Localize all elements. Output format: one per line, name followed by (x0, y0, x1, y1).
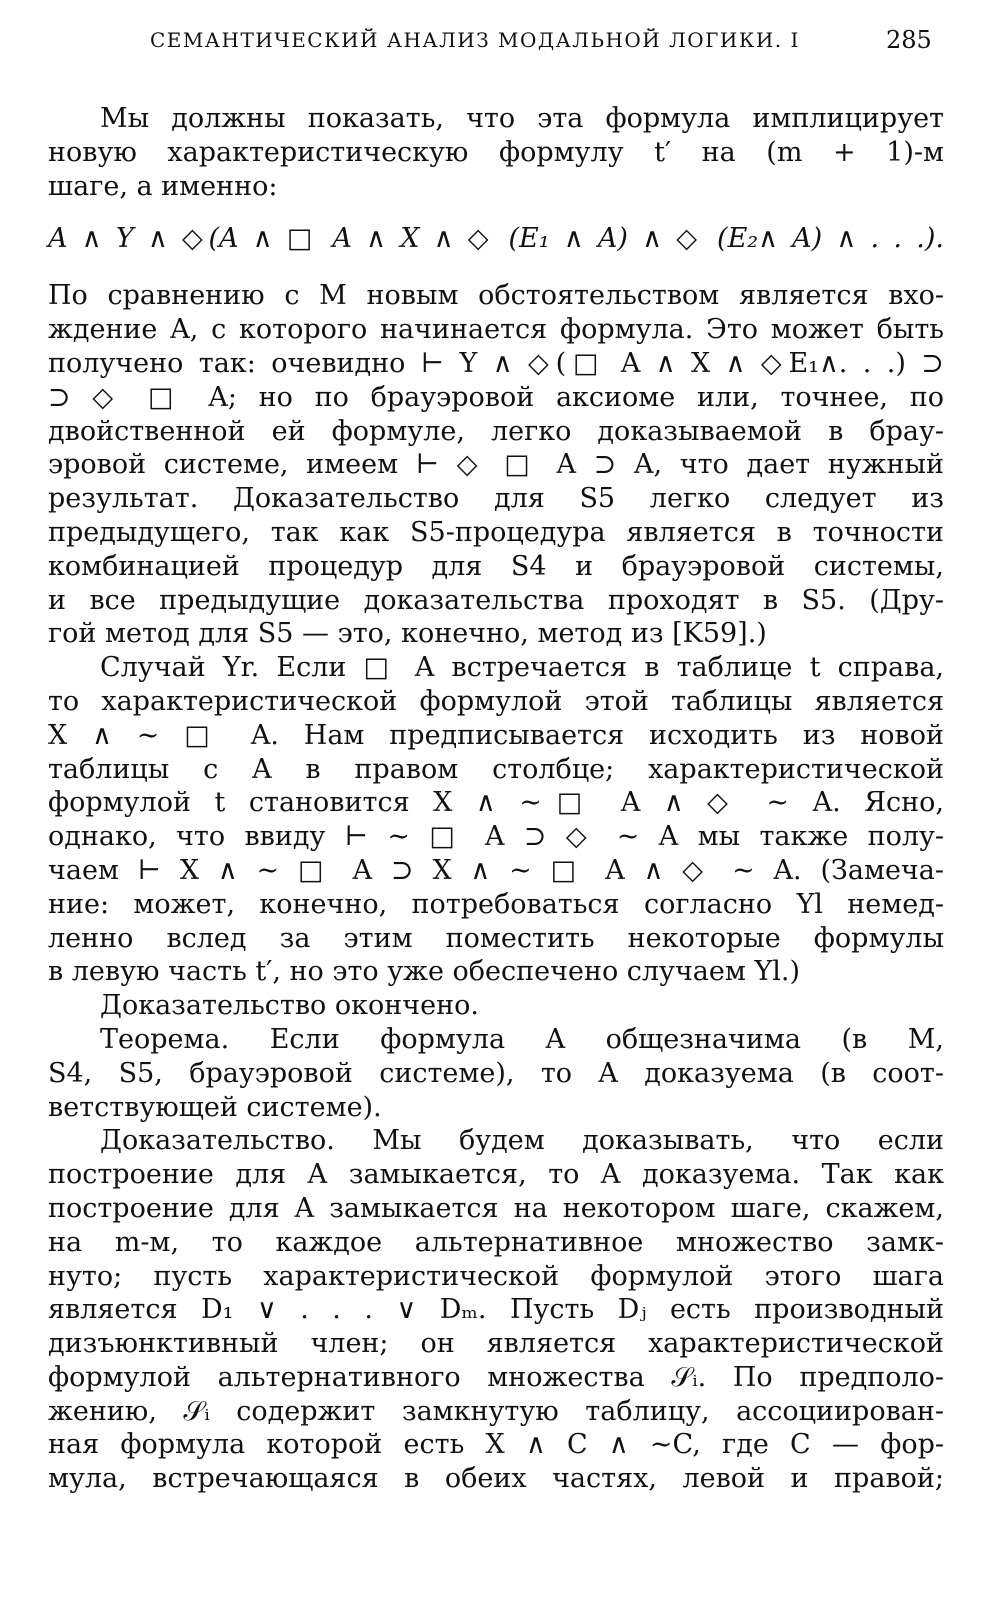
text-line: мула, встречающаяся в обеих частях, левой и правой; (48, 1463, 944, 1495)
text-line: Случай Yr. Если □ A встречается в таблице t справа, (100, 652, 944, 684)
text-line: формулой t становится X ∧ ∼□ A ∧ ◇ ∼ A. Ясно, (48, 787, 944, 819)
text-line: гой метод для S5 — это, конечно, метод из [K59].) (48, 618, 767, 650)
text-line: ⊃ ◇ □ A; но по брауэровой аксиоме или, точнее, по (48, 381, 944, 413)
text-line: ждение A, с которого начинается формула. Это может быть (48, 314, 944, 346)
text-line: Доказательство окончено. (100, 990, 479, 1022)
text-line: предыдущего, так как S5-процедура является в точности (48, 516, 944, 548)
text-line: нуто; пусть характеристической формулой этого шага (48, 1260, 944, 1292)
text-line: шаге, а именно: (48, 170, 278, 202)
main-text (48, 102, 944, 1496)
text-line: ленно вслед за этим поместить некоторые формулы (48, 922, 944, 954)
text-line: чаем ⊢ X ∧ ∼ □ A ⊃ X ∧ ∼ □ A ∧ ◇ ∼ A. (Замеча- (48, 854, 944, 886)
text-line: Мы должны показать, что эта формула имплицирует (100, 103, 944, 134)
text-line: ние: может, конечно, потребоваться согласно Yl немед- (48, 888, 944, 920)
text-line: дизъюнктивный член; он является характеристической (48, 1328, 944, 1360)
text-line: X ∧ ∼ □ A. Нам предписывается исходить из новой (48, 719, 944, 751)
text-line: эровой системе, имеем ⊢ ◇ □ A ⊃ A, что дает нужный (48, 449, 944, 481)
text-line: новую характеристическую формулу t′ на (m + 1)-м (48, 136, 944, 168)
text-line: формулой альтернативного множества 𝒮ᵢ. По предполо- (48, 1361, 944, 1393)
text-line: то характеристической формулой этой таблицы является (48, 685, 944, 717)
text-line: в левую часть t′, но это уже обеспечено случаем Yl.) (48, 956, 801, 988)
page-number: 285 (886, 26, 932, 54)
text-line: построение для A замыкается на некотором шаге, скажем, (48, 1192, 944, 1224)
text-line: однако, что ввиду ⊢ ∼ □ A ⊃ ◇ ∼ A мы также полу- (48, 821, 944, 853)
text-line: на m-м, то каждое альтернативное множество замк- (48, 1226, 944, 1258)
display-formula: A ∧ Y ∧ ◇(A ∧ □ A ∧ X ∧ ◇ (E₁ ∧ A) ∧ ◇ (E₂∧ A) ∧ . . .). (48, 223, 944, 255)
text-line: результат. Доказательство для S5 легко следует из (48, 483, 944, 515)
text-line: S4, S5, брауэровой системе), то A доказуема (в соот- (48, 1057, 944, 1089)
text-line: получено так: очевидно ⊢ Y ∧ ◇(□ A ∧ X ∧ ◇E₁∧. . .) ⊃ (48, 347, 944, 379)
running-head: СЕМАНТИЧЕСКИЙ АНАЛИЗ МОДАЛЬНОЙ ЛОГИКИ. I (150, 28, 800, 52)
text-line: Теорема. Если формула A общезначима (в M, (100, 1023, 944, 1055)
text-line: ная формула которой есть X ∧ C ∧ ∼C, где C — фор- (48, 1429, 944, 1461)
text-line: является D₁ ∨ . . . ∨ Dₘ. Пусть Dⱼ есть производный (48, 1294, 944, 1326)
text-line: комбинацией процедур для S4 и брауэровой системы, (48, 550, 944, 582)
text-line: двойственной ей формуле, легко доказываемой в брау- (48, 415, 944, 447)
text-line: жению, 𝒮ᵢ содержит замкнутую таблицу, ассоциирован- (48, 1395, 944, 1427)
text-line: построение для A замыкается, то A доказуема. Так как (48, 1159, 944, 1191)
text-line: таблицы с A в правом столбце; характеристической (48, 753, 944, 785)
text-line: и все предыдущие доказательства проходят в S5. (Дру- (48, 584, 944, 616)
text-line: Доказательство. Мы будем доказывать, что если (100, 1125, 944, 1157)
text-line: По сравнению с M новым обстоятельством является вхо- (48, 280, 944, 312)
text-line: ветствующей системе). (48, 1091, 382, 1123)
